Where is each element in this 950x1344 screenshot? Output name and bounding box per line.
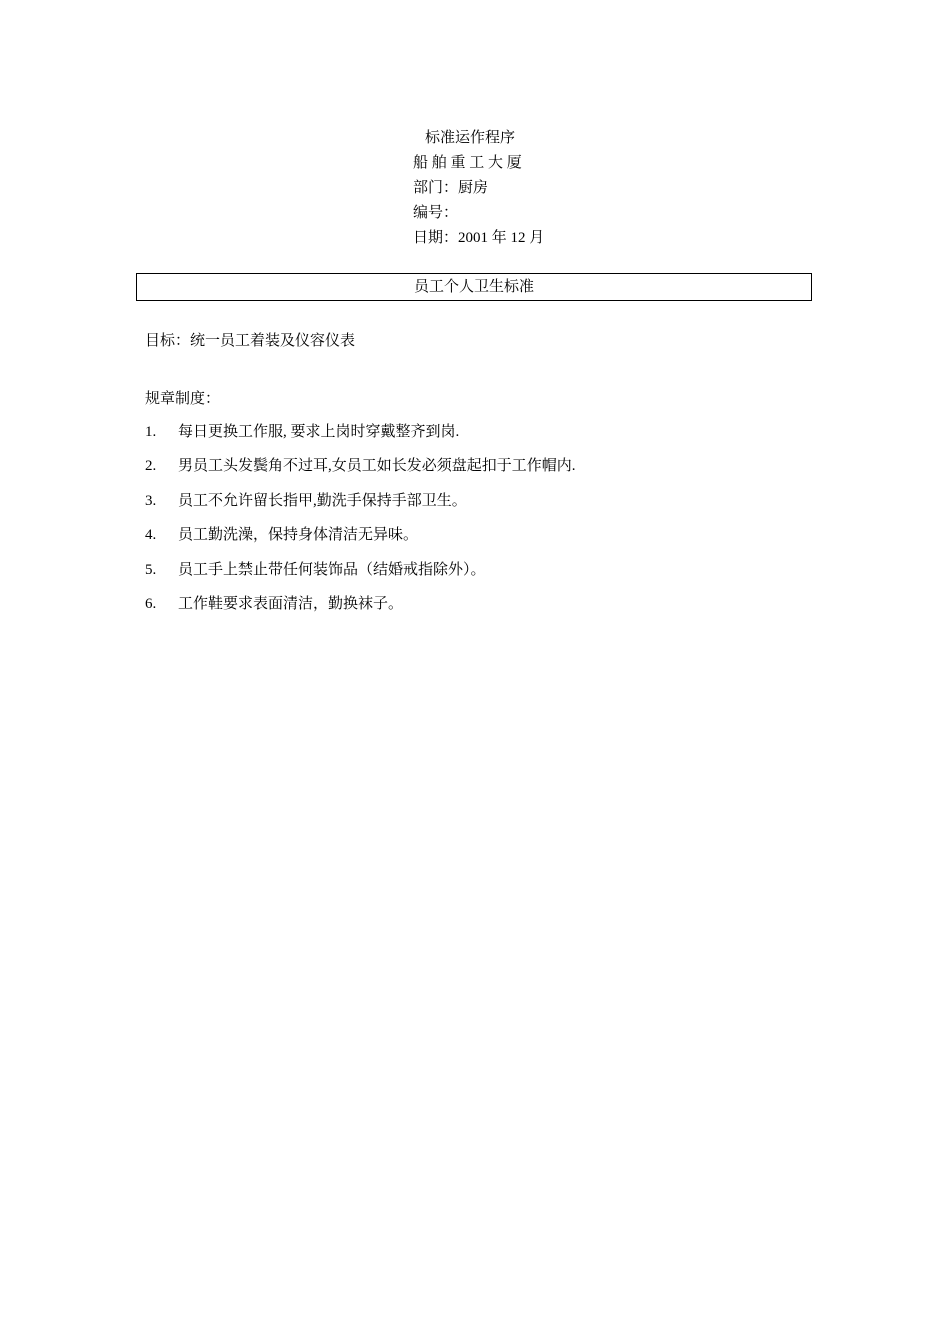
rules-heading: 规章制度： <box>145 391 221 407</box>
rule-number: 5. <box>145 561 157 578</box>
document-title: 员工个人卫生标准 <box>136 273 812 301</box>
rule-text: 员工不允许留长指甲,勤洗手保持手部卫生。 <box>178 492 467 509</box>
document-number: 编号： <box>413 205 459 221</box>
rule-item <box>145 593 576 627</box>
building-name: 船 舶 重 工 大 厦 <box>413 155 522 171</box>
rule-number: 1. <box>145 424 157 440</box>
document-header <box>413 126 544 251</box>
rule-text: 员工手上禁止带任何装饰品（结婚戒指除外）。 <box>178 561 486 578</box>
rule-item <box>145 455 576 489</box>
rule-item <box>145 524 576 558</box>
rule-number: 4. <box>145 527 157 544</box>
rule-number: 3. <box>145 492 157 509</box>
rules-list <box>145 421 576 627</box>
rule-number: 6. <box>145 595 157 612</box>
rule-text: 男员工头发鬓角不过耳,女员工如长发必须盘起扣于工作帽内. <box>178 458 576 475</box>
department: 部门：厨房 <box>413 180 489 196</box>
procedure-type: 标准运作程序 <box>425 130 516 146</box>
rule-number: 2. <box>145 458 157 475</box>
rule-text: 工作鞋要求表面清洁，勤换袜子。 <box>178 595 404 612</box>
document-date: 日期：2001 年 12 月 <box>413 230 545 246</box>
rule-item <box>145 421 576 455</box>
rule-text: 每日更换工作服, 要求上岗时穿戴整齐到岗. <box>178 424 460 440</box>
rule-text: 员工勤洗澡，保持身体清洁无异味。 <box>178 527 419 544</box>
rule-item <box>145 559 576 593</box>
objective: 目标：统一员工着装及仪容仪表 <box>145 333 356 349</box>
rule-item <box>145 490 576 524</box>
